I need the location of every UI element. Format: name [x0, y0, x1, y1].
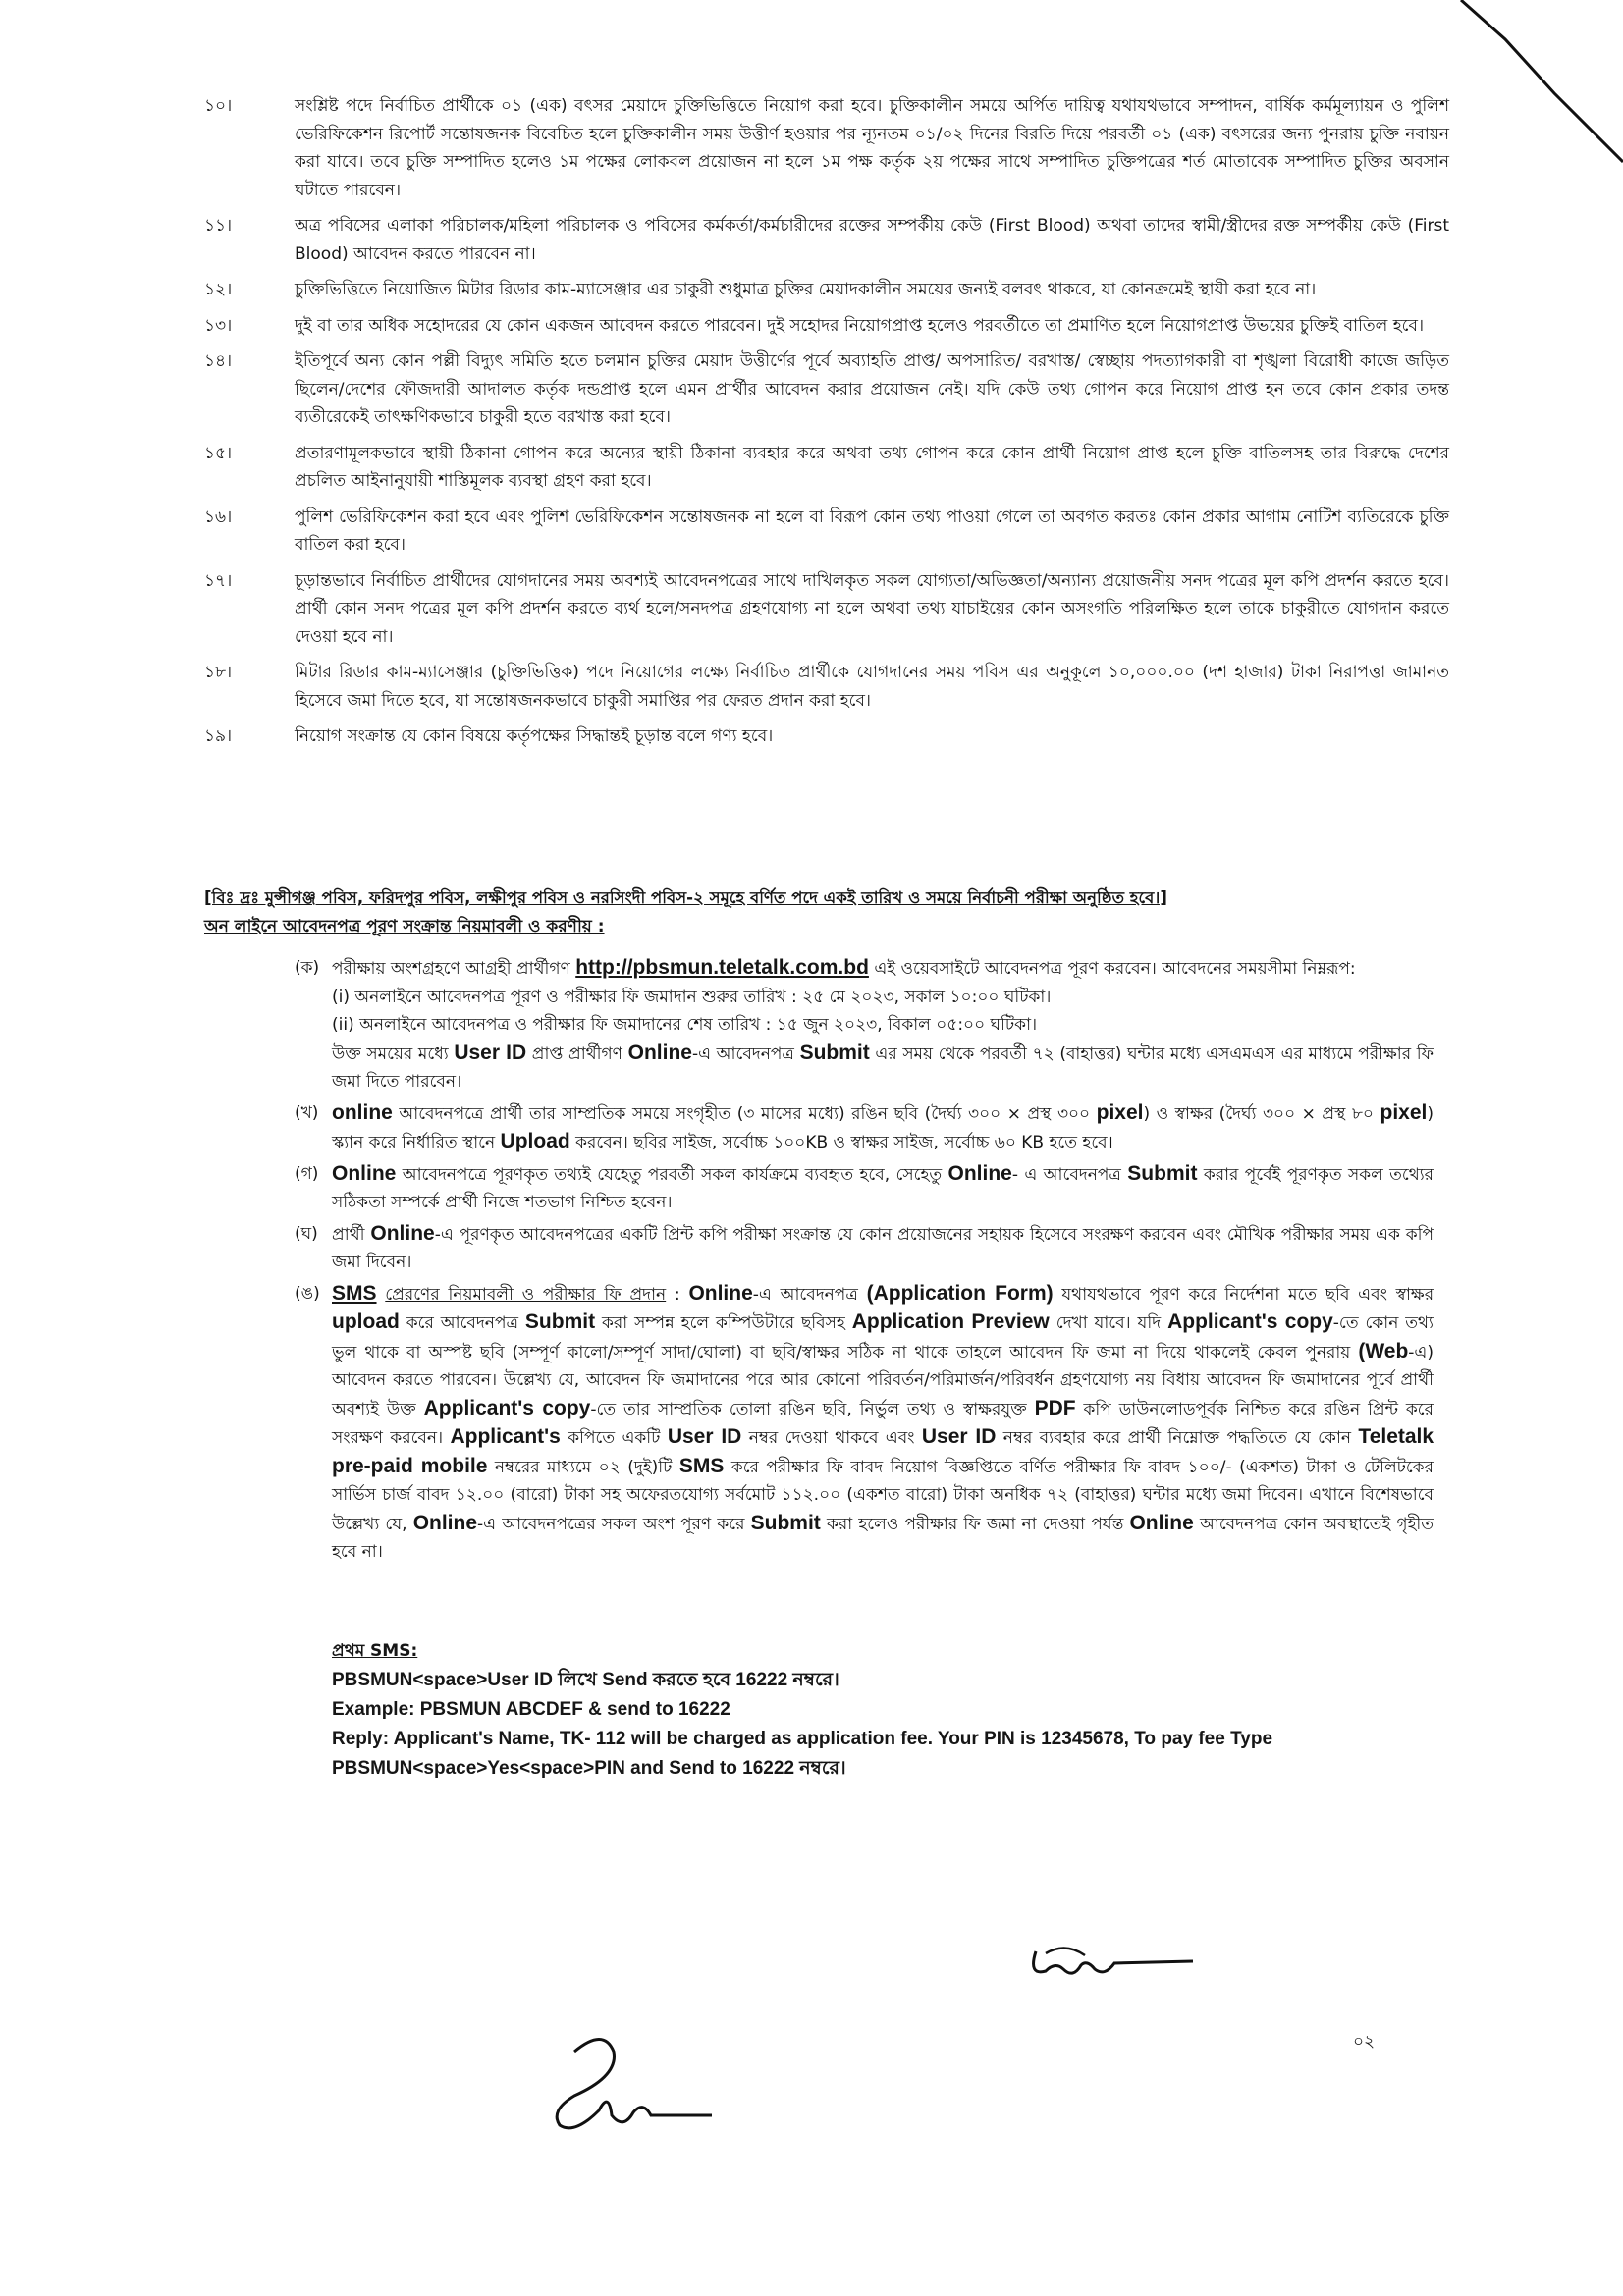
- instruction-text: উক্ত সময়ের মধ্যে: [332, 1043, 449, 1064]
- clause-11: [204, 212, 1449, 268]
- signature-right: [1016, 1932, 1213, 1991]
- clause-number: ১০।: [204, 96, 233, 116]
- instruction-ga: [295, 1160, 1434, 1217]
- clause-number: ১২।: [204, 280, 233, 299]
- online-term: Online: [332, 1161, 397, 1185]
- instruction-text: দেখা যাবে। যদি: [1055, 1313, 1162, 1333]
- instruction-text: -এ আবেদনপত্র: [752, 1284, 858, 1305]
- website-link[interactable]: http://pbsmun.teletalk.com.bd: [575, 956, 869, 979]
- sms-example: Example: PBSMUN ABCDEF & send to 16222: [332, 1699, 730, 1720]
- instruction-text: করা হলেও পরীক্ষার ফি জমা না দেওয়া পর্যন্ত: [826, 1514, 1124, 1534]
- submit-term: Submit: [524, 1310, 596, 1333]
- clause-text: চুক্তিভিত্তিতে নিয়োজিত মিটার রিডার কাম-ম্যাসেঞ্জার এর চাকুরী শুধুমাত্র চুক্তির মেয়াদকালীন সময়ের জন্যই বলবৎ থাকবে, যা কোনক্রমেই স্থায়ী করা হবে না।: [295, 280, 1317, 299]
- clause-text: মিটার রিডার কাম-ম্যাসেঞ্জার (চুক্তিভিত্তিক) পদে নিয়োগের লক্ষ্যে নির্বাচিত প্রার্থীকে যোগদানের সময় পবিস এর অনুকূলে ১০,০০০.০০ (দশ হাজার) টাকা নিরাপত্তা জামানত হিসেবে জমা দিতে হবে, যা সন্তোষজনকভাবে চাকুরী সমাপ্তির পর ফেরত প্রদান করা হবে।: [295, 663, 1449, 711]
- clause-number: ১৭।: [204, 570, 233, 591]
- instruction-text: আবেদনপত্র কোন অবস্থাতেই গৃহীত হবে না।: [332, 1514, 1434, 1562]
- online-rules-heading: অন লাইনে আবেদনপত্র পূরণ সংক্রান্ত নিয়মাবলী ও করণীয় :: [204, 917, 605, 936]
- instruction-text: করা সম্পন্ন হলে কম্পিউটারে ছবিসহ: [602, 1313, 845, 1333]
- web-term: (Web: [1358, 1339, 1409, 1362]
- start-date-line: (i) অনলাইনে আবেদনপত্র পূরণ ও পরীক্ষার ফি জমাদান শুরুর তারিখ : ২৫ মে ২০২৩, সকাল ১০:০০ ঘটিকা।: [332, 987, 1052, 1007]
- instruction-mark: (ঙ): [295, 1283, 320, 1304]
- clause-text: সংশ্লিষ্ট পদে নির্বাচিত প্রার্থীকে ০১ (এক) বৎসর মেয়াদে চুক্তিভিত্তিতে নিয়োগ করা হবে। চুক্তিকালীন সময়ে অর্পিত দায়িত্ব যথাযথভাবে সম্পাদন, বার্ষিক কর্মমূল্যায়ন ও পুলিশ ভেরিফিকেশন রিপোর্ট সন্তোষজনক বিবেচিত হলে চুক্তিকালীন সময় উত্তীর্ণ হওয়ার পর ন্যূনতম ০১/০২ দিনের বিরতি দিয়ে পরবর্তী ০১ (এক) বৎসরের জন্য পুনরায় চুক্তি নবায়ন করা যাবে। তবে চুক্তি সম্পাদিত হলেও ১ম পক্ষের লোকবল প্রয়োজন না হলে ১ম পক্ষ কর্তৃক ২য় পক্ষের সাথে সম্পাদিত চুক্তিপত্রের শর্ত মোতাবেক সম্পাদিত চুক্তির অবসান ঘটাতে পারবেন।: [295, 96, 1449, 200]
- upload-term: upload: [332, 1310, 400, 1333]
- clause-10: [204, 92, 1449, 204]
- numbered-clauses: [204, 92, 1449, 759]
- submit-term: Submit: [750, 1511, 821, 1534]
- instruction-text: আবেদনপত্রে প্রার্থী তার সাম্প্রতিক সময়ে সংগৃহীত (৩ মাসের মধ্যে) রঙিন ছবি (দৈর্ঘ্য ৩০০ × প্রস্থ ৩০০: [399, 1103, 1091, 1124]
- exam-note: [বিঃ দ্রঃ মুন্সীগঞ্জ পবিস, ফরিদপুর পবিস, লক্ষীপুর পবিস ও নরসিংদী পবিস-২ সমূহে বর্ণিত পদে একই তারিখ ও সময়ে নির্বাচনী পরীক্ষা অনুষ্ঠিত হবে।]: [204, 888, 1167, 907]
- submit-term: Submit: [1127, 1161, 1198, 1185]
- instruction-text: নম্বর ব্যবহার করে প্রার্থী নিম্নোক্ত পদ্ধতিতে যে কোন: [1002, 1428, 1352, 1448]
- user-id-term: User ID: [454, 1041, 527, 1064]
- clause-text: পুলিশ ভেরিফিকেশন করা হবে এবং পুলিশ ভেরিফিকেশন সন্তোষজনক না হলে বা বিরূপ কোন তথ্য পাওয়া গেলে তা অবগত করতঃ কোন প্রকার আগাম নোটিশ ব্যতিরেকে চুক্তি বাতিল করা হবে।: [295, 507, 1449, 555]
- end-date-line: (ii) অনলাইনে আবেদনপত্র ও পরীক্ষার ফি জমাদানের শেষ তারিখ : ১৫ জুন ২০২৩, বিকাল ০৫:০০ ঘটিকা।: [332, 1015, 1038, 1035]
- pdf-term: PDF: [1034, 1396, 1076, 1419]
- instruction-text: -তে কোন তথ্য ভুল থাকে বা অস্পষ্ট ছবি (সম্পূর্ণ কালো/সম্পূর্ণ সাদা/ঘোলা) বা ছবি/স্বাক্ষর সঠিক না থাকে তাহলে আবেদন ফি জমা না দিয়ে থাকলেই কেবল পুনরায়: [332, 1313, 1434, 1362]
- sms-heading: প্রথম SMS:: [332, 1641, 418, 1661]
- signature-left: [535, 2022, 722, 2140]
- clause-text: অত্র পবিসের এলাকা পরিচালক/মহিলা পরিচালক ও পবিসের কর্মকর্তা/কর্মচারীদের রক্তের সম্পর্কীয় কেউ (First Blood) অথবা তাদের স্বামী/স্ত্রীদের রক্ত সম্পর্কীয় কেউ (First Blood) আবেদন করতে পারবেন না।: [295, 216, 1449, 264]
- instruction-ka: [295, 954, 1434, 1096]
- clause-17: [204, 567, 1449, 652]
- instruction-text: :: [674, 1284, 680, 1305]
- user-id-term: User ID: [667, 1425, 742, 1448]
- instruction-text: প্রার্থী: [332, 1224, 365, 1245]
- clause-18: [204, 659, 1449, 715]
- clause-15: [204, 440, 1449, 496]
- clause-text: নিয়োগ সংক্রান্ত যে কোন বিষয়ে কর্তৃপক্ষের সিদ্ধান্তই চূড়ান্ত বলে গণ্য হবে।: [295, 726, 774, 746]
- online-term: Online: [412, 1511, 478, 1534]
- instruction-text: করার পূর্বেই পূরণকৃত সকল তথ্যের সঠিকতা সম্পর্কে প্রার্থী নিজে শতভাগ নিশ্চিত হবেন।: [332, 1164, 1434, 1212]
- instruction-text: -এ পূরণকৃত আবেদনপত্রের একটি প্রিন্ট কপি পরীক্ষা সংক্রান্ত যে কোন প্রয়োজনের সহায়ক হিসেবে সংরক্ষণ করবেন এবং মৌখিক পরীক্ষার সময় এক কপি জমা দিবেন।: [332, 1224, 1434, 1272]
- clause-number: ১৫।: [204, 443, 233, 463]
- instruction-text: আবেদনপত্রে পূরণকৃত তথ্যই যেহেতু পরবর্তী সকল কার্যক্রমে ব্যবহৃত হবে, সেহেতু: [402, 1164, 943, 1185]
- page-number: ০২: [1353, 2032, 1376, 2052]
- instruction-text: -এ আবেদনপত্র: [691, 1043, 794, 1064]
- clause-number: ১৯।: [204, 726, 233, 746]
- clause-13: [204, 312, 1449, 341]
- user-id-term: User ID: [921, 1425, 997, 1448]
- sms-rules-title: প্রেরণের নিয়মাবলী ও পরীক্ষার ফি প্রদান: [385, 1284, 667, 1305]
- instruction-text: - এ আবেদনপত্র: [1011, 1164, 1121, 1185]
- clause-number: ১৪।: [204, 351, 233, 371]
- instruction-kha: [295, 1099, 1434, 1157]
- clause-text: প্রতারণামূলকভাবে স্থায়ী ঠিকানা গোপন করে অন্যের স্থায়ী ঠিকানা ব্যবহার করে অথবা তথ্য গোপন করে কোন প্রার্থী নিয়োগ প্রাপ্ত হলে চুক্তি বাতিলসহ তার বিরুদ্ধে দেশের প্রচলিত আইনানুযায়ী শাস্তিমূলক ব্যবস্থা গ্রহণ করা হবে।: [295, 443, 1449, 491]
- instruction-text: ) স্ক্যান করে নির্ধারিত স্থানে: [332, 1103, 1434, 1152]
- instruction-uma: [295, 1280, 1434, 1567]
- instruction-text: এই ওয়েবসাইটে আবেদনপত্র পূরণ করবেন। আবেদনের সময়সীমা নিম্নরূপ:: [874, 959, 1356, 979]
- upload-term: Upload: [500, 1130, 570, 1152]
- instruction-text: কপি ডাউনলোডপূর্বক নিশ্চিত করে রঙিন প্রিন্ট করে সংরক্ষণ করবেন।: [332, 1399, 1434, 1448]
- instruction-text: এর সময় থেকে পরবর্তী ৭২ (বাহাত্তর) ঘন্টার মধ্যে এসএমএস এর মাধ্যমে পরীক্ষার ফি জমা দিতে পারবেন।: [332, 1043, 1434, 1092]
- instruction-text: -তে তার সাম্প্রতিক তোলা রঙিন ছবি, নির্ভুল তথ্য ও স্বাক্ষরযুক্ত: [590, 1399, 1027, 1419]
- instruction-text: নম্বরের মাধ্যমে ০২ (দুই)টি: [494, 1457, 673, 1477]
- clause-14: [204, 347, 1449, 432]
- instruction-text: প্রাপ্ত প্রার্থীগণ: [531, 1043, 622, 1064]
- pixel-term: pixel: [1096, 1100, 1144, 1124]
- online-instructions: [295, 954, 1434, 1570]
- clause-number: ১৮।: [204, 663, 233, 682]
- clause-number: ১১।: [204, 216, 233, 236]
- instruction-gha: [295, 1220, 1434, 1277]
- online-term: Online: [370, 1221, 435, 1245]
- sms-reply: Reply: Applicant's Name, TK- 112 will be charged as application fee. Your PIN is 12345678, To pay fee Type PBSMUN<space>Yes<space>PIN and Send to 16222 নম্বরে।: [332, 1729, 1273, 1779]
- applicant-copy-term: Applicant's copy: [423, 1396, 591, 1419]
- submit-term: Submit: [799, 1041, 870, 1064]
- sms-fee-window-line: [332, 1040, 1434, 1096]
- sms-instructions: [332, 1636, 1451, 1784]
- instruction-text: -এ আবেদনপত্রের সকল অংশ পূরণ করে: [477, 1514, 745, 1534]
- online-term: Online: [627, 1041, 692, 1064]
- clause-text: দুই বা তার অধিক সহোদরের যে কোন একজন আবেদন করতে পারবেন। দুই সহোদর নিয়োগপ্রাপ্ত হলেও পরবর্তীতে তা প্রমাণিত হলে নিয়োগপ্রাপ্ত উভয়ের চুক্তিই বাতিল হবে।: [295, 315, 1425, 336]
- clause-text: ইতিপূর্বে অন্য কোন পল্লী বিদ্যুৎ সমিতি হতে চলমান চুক্তির মেয়াদ উত্তীর্ণের পূর্বে অব্যাহতি প্রাপ্ত/ অপসারিত/ বরখাস্ত/ স্বেচ্ছায় পদত্যাগকারী বা শৃঙ্খলা বিরোধী কাজে জড়িত ছিলেন/দেশের ফৌজদারী আদালত কর্তৃক দন্ডপ্রাপ্ত হলে এমন প্রার্থীর আবেদন করার প্রয়োজন নেই। যদি কেউ তথ্য গোপন করে নিয়োগ প্রাপ্ত হন তবে কোন প্রকার তদন্ত ব্যতীরেকেই তাৎক্ষণিকভাবে চাকুরী হতে বরখাস্ত করা হবে।: [295, 351, 1449, 427]
- instruction-mark: (ঘ): [295, 1223, 318, 1244]
- online-term: Online: [688, 1281, 753, 1305]
- instruction-text: পরীক্ষায় অংশগ্রহণে আগ্রহী প্রার্থীগণ: [332, 959, 570, 979]
- clause-12: [204, 276, 1449, 304]
- online-term: online: [332, 1100, 393, 1124]
- applicant-copy-term: Applicant's copy: [1167, 1310, 1333, 1333]
- teletalk-term: Teletalk pre-paid mobile: [332, 1425, 1434, 1477]
- application-preview-term: Application Preview: [851, 1310, 1050, 1333]
- instruction-text: কপিতে একটি: [568, 1428, 661, 1448]
- sms-term: SMS: [678, 1454, 725, 1477]
- instruction-mark: (খ): [295, 1102, 319, 1123]
- clause-number: ১৩।: [204, 315, 233, 336]
- online-term: Online: [1129, 1511, 1194, 1534]
- clause-number: ১৬।: [204, 507, 233, 527]
- clause-19: [204, 722, 1449, 751]
- applicant-term: Applicant's: [450, 1425, 561, 1448]
- pixel-term: pixel: [1380, 1100, 1428, 1124]
- instruction-text: ) ও স্বাক্ষর (দৈর্ঘ্য ৩০০ × প্রস্থ ৮০: [1143, 1103, 1374, 1124]
- instruction-text: করে পরীক্ষার ফি বাবদ নিয়োগ বিজ্ঞপ্তিতে বর্ণিত পরীক্ষার ফি বাবদ ১০০/- (একশত) টাকা ও টেলিটকের সার্ভিস চার্জ বাবদ ১২.০০ (বারো) টাকা সহ অফেরতযোগ্য সর্বমোট ১১২.০০ (একশত বারো) টাকা অনধিক ৭২ (বাহাত্তর) ঘন্টার মধ্যে জমা দিবেন। এখানে বিশেষভাবে উল্লেখ্য যে,: [332, 1457, 1434, 1534]
- clause-16: [204, 504, 1449, 560]
- sms-term: SMS: [332, 1281, 377, 1305]
- instruction-mark: (গ): [295, 1163, 319, 1184]
- instruction-text: -এ) আবেদন করতে পারবেন। উল্লেখ্য যে, আবেদন ফি জমাদানের পরে আর কোনো পরিবর্তন/পরিমার্জন/পরিবর্ধন গ্রহণযোগ্য নয় বিধায় আবেদন ফি জমাদানের পূর্বে প্রার্থী অবশ্যই উক্ত: [332, 1342, 1434, 1419]
- instruction-text: করে আবেদনপত্র: [406, 1313, 518, 1333]
- instruction-text: যথাযথভাবে পূরণ করে নির্দেশনা মতে ছবি এবং স্বাক্ষর: [1061, 1284, 1434, 1305]
- clause-text: চূড়ান্তভাবে নির্বাচিত প্রার্থীদের যোগদানের সময় অবশ্যই আবেদনপত্রের সাথে দাখিলকৃত সকল যোগ্যতা/অভিজ্ঞতা/অন্যান্য প্রয়োজনীয় সনদ পত্রের মূল কপি প্রদর্শন করতে হবে। প্রার্থী কোন সনদ পত্রের মূল কপি প্রদর্শন করতে ব্যর্থ হলে/সনদপত্র গ্রহণযোগ্য না হলে অথবা তথ্য যাচাইয়ের কোন অসংগতি পরিলক্ষিত হলে তাকে চাকুরীতে যোগদান করতে দেওয়া হবে না।: [295, 570, 1449, 647]
- online-term: Online: [947, 1161, 1012, 1185]
- instruction-text: নম্বর দেওয়া থাকবে এবং: [748, 1428, 915, 1448]
- sms-line-1: PBSMUN<space>User ID লিখে Send করতে হবে 16222 নম্বরে।: [332, 1670, 839, 1690]
- instruction-mark: (ক): [295, 958, 320, 978]
- instruction-text: করবেন। ছবির সাইজ, সর্বোচ্চ ১০০KB ও স্বাক্ষর সাইজ, সর্বোচ্চ ৬০ KB হতে হবে।: [575, 1133, 1113, 1152]
- application-form-term: (Application Form): [866, 1281, 1054, 1305]
